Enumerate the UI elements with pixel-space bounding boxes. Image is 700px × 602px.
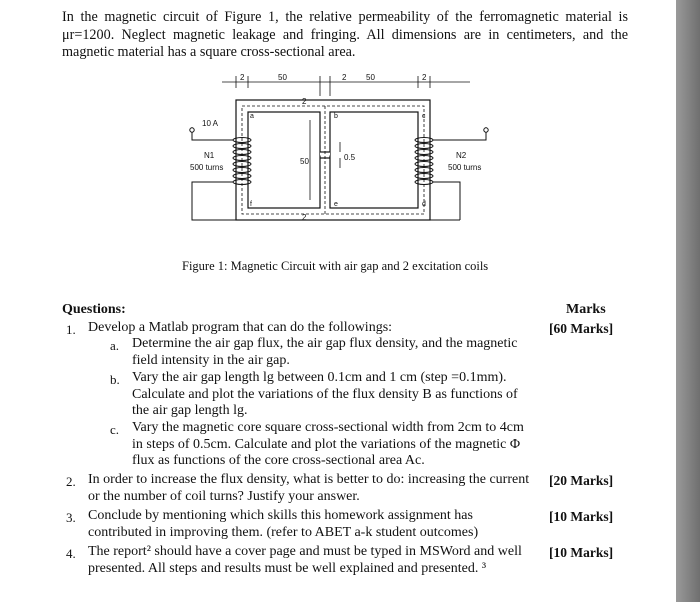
- page-edge-shadow: [676, 0, 700, 602]
- q1a-line-1: Determine the air gap flux, the air gap flux density, and the magnetic: [132, 336, 518, 351]
- q1b-line-3: the air gap length lg.: [132, 403, 248, 419]
- q1a-text: [132, 336, 542, 369]
- dim-2a: 2: [240, 73, 245, 82]
- q1-text: [88, 320, 392, 337]
- q4-line-1: The report² should have a cover page and must be typed in MSWord and well: [88, 544, 522, 559]
- q1c-line-2: in steps of 0.5cm. Calculate and plot the variations of the magnetic Φ: [132, 436, 521, 452]
- point-c: c: [422, 113, 426, 120]
- q2-line-1: In order to increase the flux density, what is better to do: increasing the current: [88, 472, 530, 487]
- q2-number: 2.: [66, 474, 76, 489]
- dim-2-top: 2: [302, 97, 307, 106]
- q3-line-1: Conclude by mentioning which skills this homework assignment has: [88, 508, 473, 523]
- dim-50b: 50: [366, 73, 375, 82]
- n1-label: N1: [204, 151, 215, 160]
- point-d: d: [422, 201, 426, 208]
- q3-mark: [10 Marks]: [549, 509, 614, 524]
- core: [236, 100, 430, 220]
- intro-line-1: In the magnetic circuit of Figure 1, the relative permeability of the ferromagnetic material is: [62, 9, 628, 25]
- n1-turns: 500 turns: [190, 163, 224, 172]
- dim-2c: 2: [422, 73, 427, 82]
- q1-line-1: Develop a Matlab program that can do the followings:: [88, 320, 393, 335]
- q1b-line-1: Vary the air gap length lg between 0.1cm and 1 cm (step =0.1mm).: [132, 370, 507, 385]
- q1b-text: [132, 370, 552, 420]
- q1c-text: [132, 420, 552, 470]
- gap-length: 0.5: [344, 153, 356, 162]
- coil-n1: [192, 132, 460, 220]
- q1b-number: b.: [110, 372, 120, 387]
- q3-line-2: contributed in improving them. (refer to ABET a-k student outcomes): [88, 524, 479, 540]
- height-50: 50: [300, 157, 309, 166]
- magnetic-circuit-figure: [170, 70, 510, 250]
- q1c-line-3: flux as functions of the core cross-sectional area Ac.: [132, 453, 425, 469]
- marks-heading: Marks: [566, 302, 606, 317]
- q2-line-2: or the number of coil turns? Justify your answer.: [88, 488, 360, 504]
- dim-2b: 2: [342, 73, 347, 82]
- q4-mark: [10 Marks]: [549, 545, 614, 560]
- q4-number: 4.: [66, 546, 76, 561]
- n2-turns: 500 turns: [448, 163, 482, 172]
- point-e: e: [334, 201, 338, 208]
- intro-line-2: μr=1200. Neglect magnetic leakage and fringing. All dimensions are in centimeters, and the: [62, 26, 628, 43]
- q1a-number: a.: [110, 338, 120, 353]
- point-f: f: [250, 201, 252, 208]
- terminal-right: [484, 128, 488, 132]
- intro-line-3: magnetic material has a square cross-sectional area.: [62, 44, 356, 60]
- q1b-line-2: Calculate and plot the variations of the flux density B as functions of: [132, 386, 518, 402]
- q1c-number: c.: [110, 422, 120, 437]
- q1c-line-1: Vary the magnetic core square cross-sectional width from 2cm to 4cm: [132, 420, 524, 435]
- q1-mark: [60 Marks]: [549, 321, 614, 336]
- mean-path: [242, 106, 424, 214]
- q4-text: [88, 544, 548, 577]
- q3-number: 3.: [66, 510, 76, 525]
- current-label: 10 A: [202, 119, 219, 128]
- q1a-line-2: field intensity in the air gap.: [132, 352, 290, 368]
- q3-text: [88, 508, 548, 541]
- dim-50a: 50: [278, 73, 287, 82]
- dim-2-bottom: 2: [302, 213, 307, 222]
- questions-heading: Questions:: [62, 302, 126, 317]
- figure-caption: Figure 1: Magnetic Circuit with air gap and 2 excitation coils: [182, 259, 489, 273]
- q2-mark: [20 Marks]: [549, 473, 614, 488]
- terminal-left: [190, 128, 194, 132]
- n2-label: N2: [456, 151, 467, 160]
- point-a: a: [250, 113, 254, 120]
- q4-line-2: presented. All steps and results must be well explained and presented. ³: [88, 560, 487, 576]
- intro-paragraph: [62, 9, 628, 62]
- q1-number: 1.: [66, 322, 76, 337]
- q2-text: [88, 472, 548, 505]
- point-b: b: [334, 113, 338, 120]
